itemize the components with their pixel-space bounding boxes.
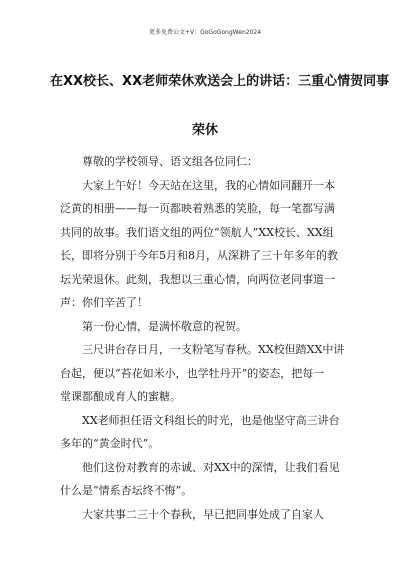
body-line: 三尺讲台存日月，一支粉笔写春秋。XX校但踏XX中讲 [82,343,345,356]
speech-body [60,150,352,526]
body-line: 堂课都酿成育人的蜜糖。 [60,390,181,403]
header-note: 更多免费公文+V：GoGoGongWen2024 [148,29,262,36]
body-line: 坛光荣退休。此刻，我想以三重心情，向两位老同事道一 [60,272,335,286]
body-line: 什么是“情系杏坛终不悔”。 [60,484,193,497]
title-line-1: 在XX校长、XX老师荣休欢送会上的讲话：三重心情贺同事 [50,74,390,89]
body-line: 第一份心情，是满怀敬意的祝贺。 [82,319,247,333]
greeting: 尊敬的学校领导、语文组各位同仁： [82,155,258,168]
body-line: 泛黄的相册——每一页都映着熟悉的笑脸，每一笔都写满 [60,202,335,215]
body-line: 共同的故事。我们语文组的两位“领航人”XX校长、XX组 [60,225,334,239]
title-line-2: 荣休 [191,123,218,138]
body-line: 他们这份对教育的赤诚、对XX中的深情，让我们看见 [82,460,340,474]
body-line: 长，即将分别于今年5月和8月，从深耕了三十年多年的教 [60,249,338,262]
body-line: 声：你们辛苦了！ [60,296,148,309]
body-line: XX老师担任语文科组长的时光，也是他坚守高三讲台 [82,413,340,427]
body-line: 多年的“黄金时代”。 [60,437,160,450]
body-line: 大家共事二三十个春秋，早已把同事处成了自家人 [82,507,324,521]
body-line: 大家上午好！今天站在这里，我的心情如同翻开一本 [82,178,335,192]
body-line: 台起，便以“苔花如米小，也学牡丹开”的姿态，把每一 [60,366,325,380]
